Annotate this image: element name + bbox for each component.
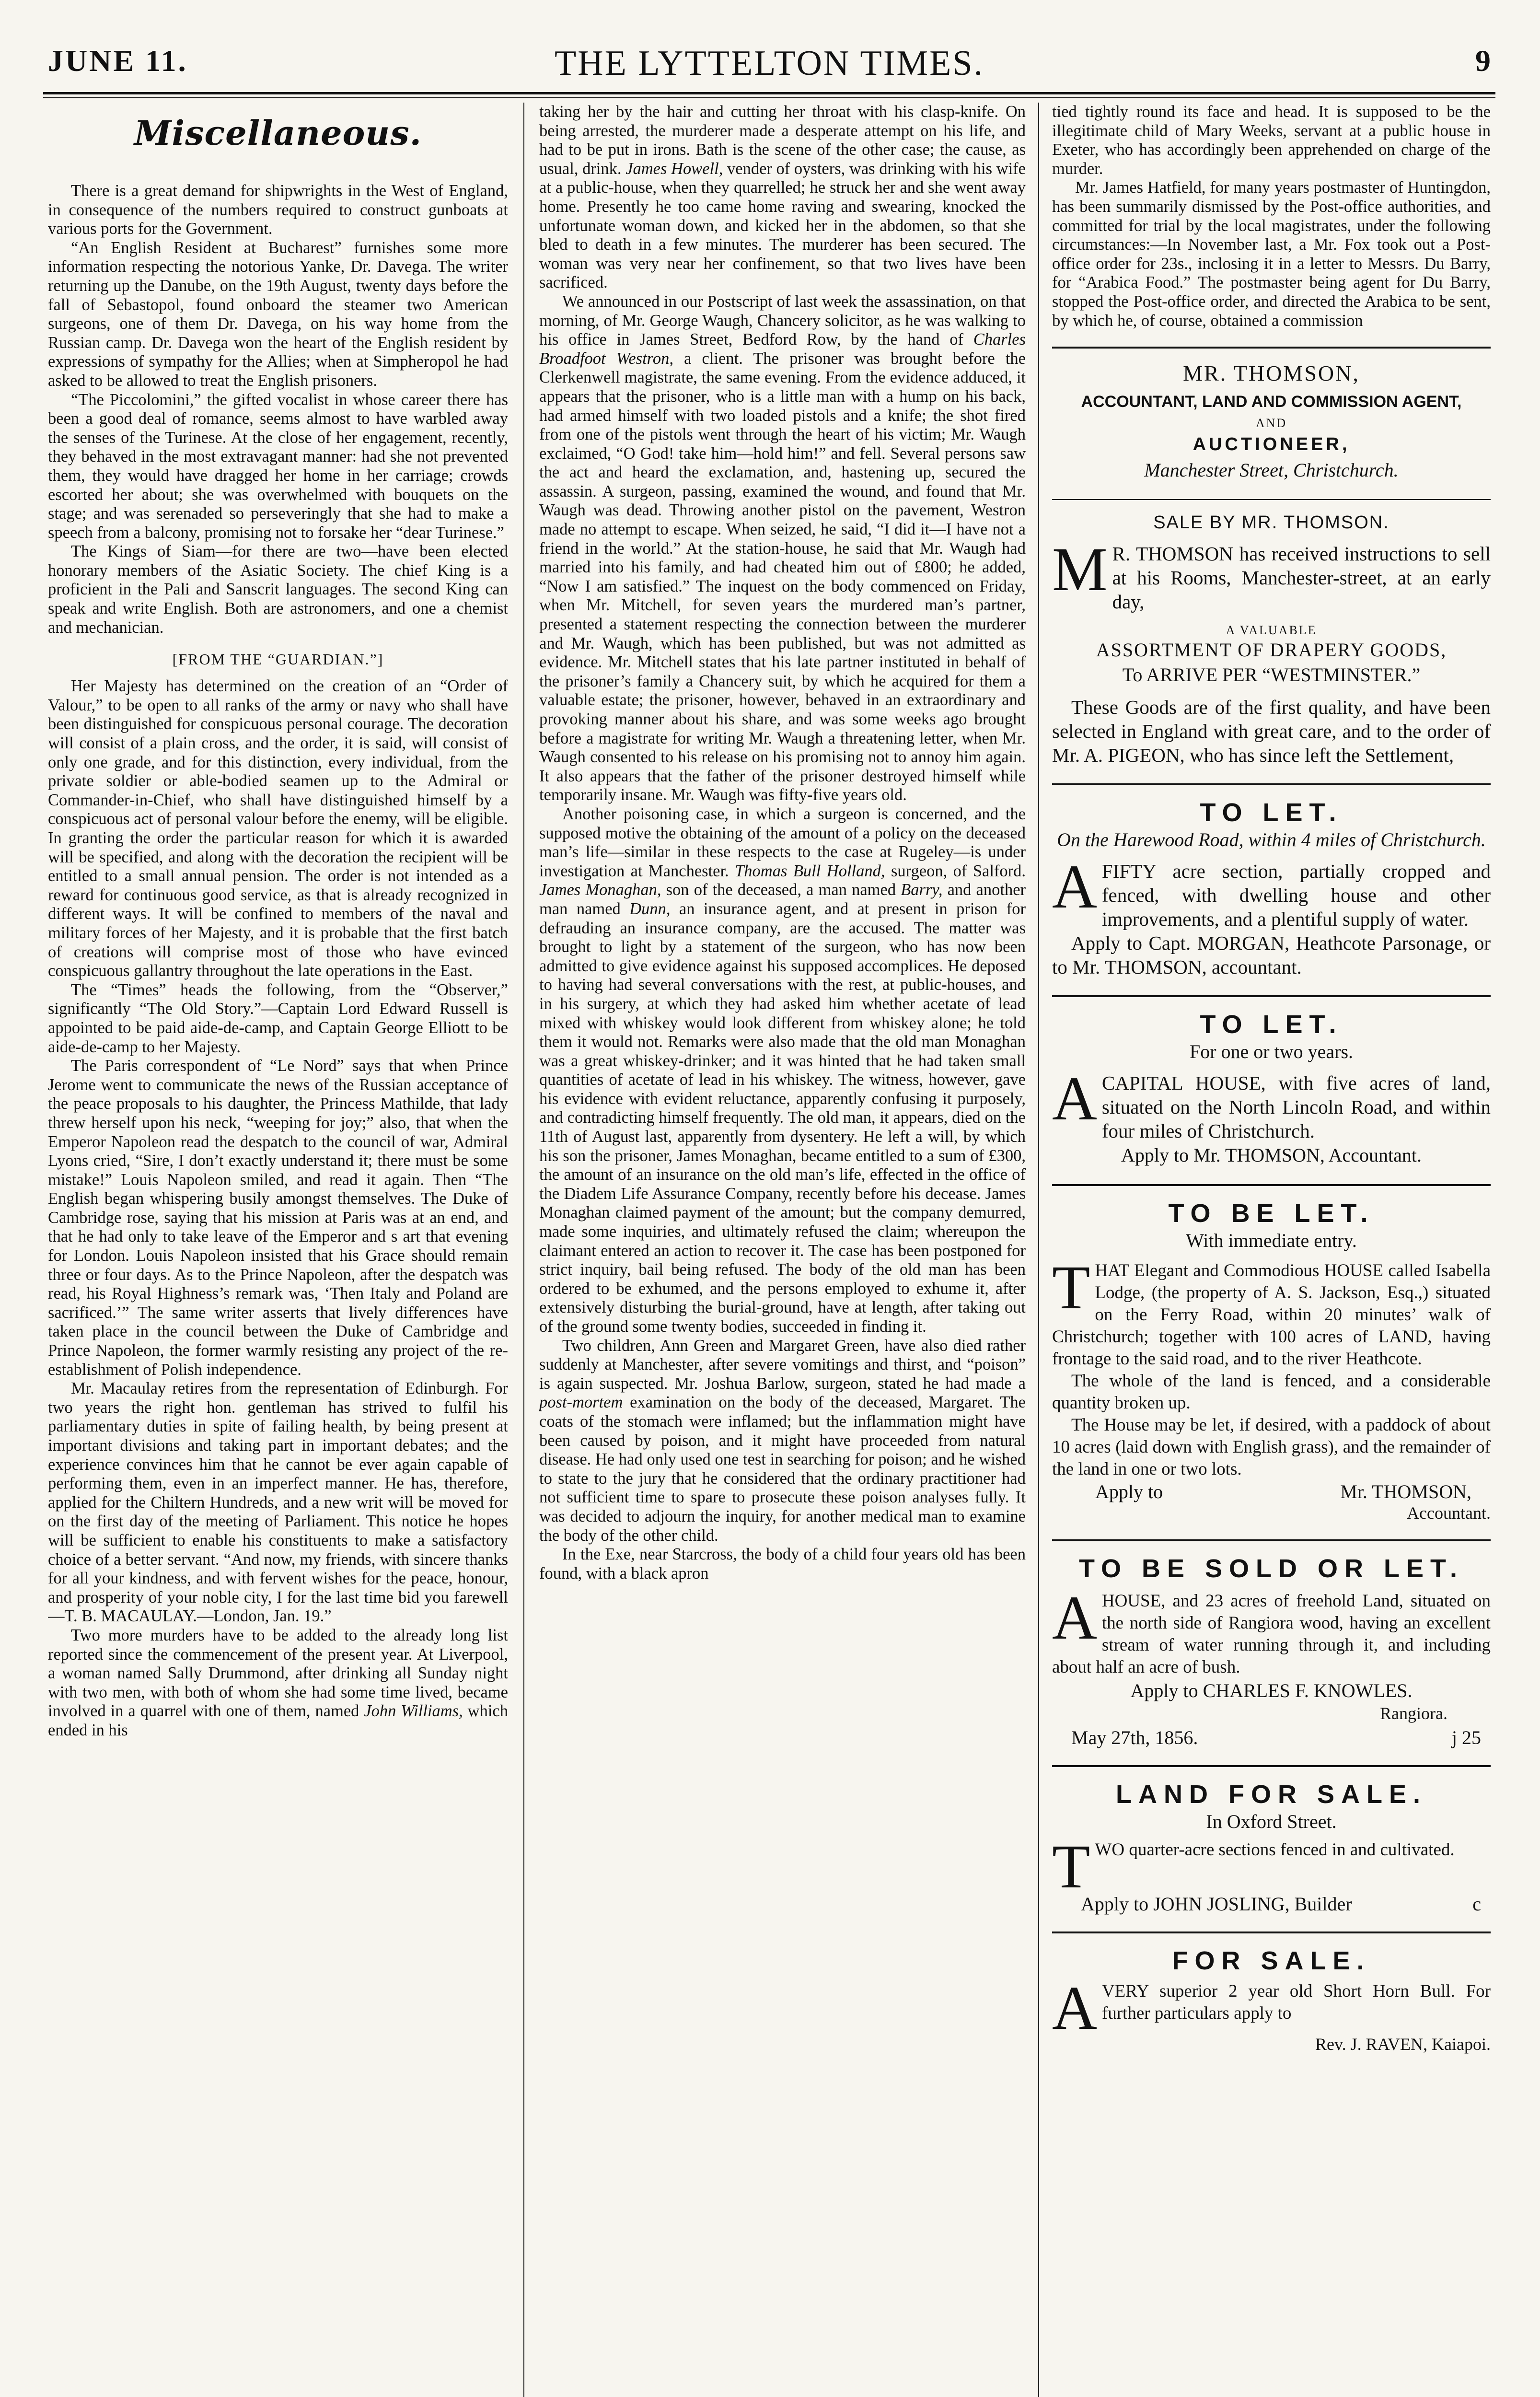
- advertisement-land-for-sale: [1052, 1780, 1491, 1915]
- article-paragraph: Her Majesty has determined on the creation of an “Order of Valour,” to be open to all ranks of the army or navy who shall have been distinguished for conspicuous personal courage. The decoration will consist of a plain cross, and the order, it is said, will consist of only one grade, and for this distinction, every individual, from the private soldier or able-bodied seamen up to the Admiral or Commander-in-Chief, who shall have distinguished himself by a conspicuous act of personal valour before the enemy, will be eligible. In granting the order the particular reason for which it is awarded will be specified, and along with the decoration the recipient will be entitled to a small annual pension. The order is not intended as a reward for continuous good service, as that is already recognized in different ways. It will be confined to members of the naval and military forces of her Majesty, and it is probable that the first batch of creations will comprise most of those who have evinced conspicuous gallantry throughout the late operations in the East.: [48, 677, 508, 980]
- ad-body: A CAPITAL HOUSE, with five acres of land, situated on the North Lincoln Road, and within four miles of Christchurch.: [1052, 1064, 1491, 1142]
- ad-title: LAND FOR SALE.: [1116, 1780, 1427, 1809]
- ad-apply: Apply to Mr. THOMSON, Accountant.: [1121, 1144, 1422, 1166]
- ad-subtitle: For one or two years.: [1189, 1041, 1354, 1063]
- advertisement-to-let-1: [1052, 798, 1491, 979]
- article-paragraph: There is a great demand for shipwrights in the West of England, in consequence of the numbers required to construct gunboats at various ports for the Government.: [48, 182, 508, 238]
- ad-signature: Accountant.: [1407, 1503, 1491, 1523]
- ad-subtitle: In Oxford Street.: [1206, 1811, 1337, 1833]
- ad-body: A VERY superior 2 year old Short Horn Bull. For further particulars apply to: [1052, 1974, 1491, 2043]
- column-1: [48, 103, 508, 2397]
- article-paragraph: The “Times” heads the following, from the “Observer,” significantly “The Old Story.”—Captain Lord Edward Russell is appointed to be paid aide-de-camp, and Captain George Elliott to be aide-de-camp to her Majesty.: [48, 980, 508, 1056]
- ad-address: Manchester Street, Christchurch.: [1144, 459, 1399, 481]
- header-rule-thin: [43, 97, 1495, 98]
- article-paragraph: Mr. James Hatfield, for many years postmaster of Huntingdon, has been summarily dismissed by the Post-office authorities, and committed for trial by the local magistrates, under the following circumstances:—In November last, a Mr. Fox took out a Post-office order for 23s., inclosing it in a letter to Messrs. Du Barry, for “Arabica Food.” The postmaster being agent for Du Barry, stopped the Post-office order, and directed the Arabica to be sent, by which he, of course, obtained a commission: [1052, 178, 1491, 330]
- article-paragraph: Two more murders have to be added to the already long list reported since the commencement of the present year. At Liverpool, a woman named Sally Drummond, after drinking all Sunday night with two men, with both of whom she had some time lived, became involved in a quarrel with one of them, named John Williams, which ended in his: [48, 1626, 508, 1739]
- article-paragraph: tied tightly round its face and head. It is supposed to be the illegitimate child of Mary Weeks, servant at a public house in Exeter, who has accordingly been apprehended on charge of the murder.: [1052, 103, 1491, 178]
- ad-body: TWO quarter-acre sections fenced in and cultivated.: [1052, 1832, 1455, 1902]
- ad-divider: [1052, 1184, 1491, 1186]
- ad-subtitle: With immediate entry.: [1186, 1230, 1357, 1252]
- advertisement-for-sale: [1052, 1946, 1491, 2054]
- issue-date: JUNE 11.: [48, 44, 188, 78]
- ad-divider: [1052, 783, 1491, 785]
- ad-apply: Apply to CHARLES F. KNOWLES.: [1130, 1680, 1413, 1702]
- ad-subtitle: On the Harewood Road, within 4 miles of Christchurch.: [1057, 829, 1486, 851]
- ad-title: TO LET.: [1200, 798, 1343, 827]
- ad-body: The House may be let, if desired, with a paddock of about 10 acres (laid down with English grass), and the remainder of the land in one or two lots.: [1052, 1415, 1491, 1479]
- ad-line: A VALUABLE: [1226, 623, 1317, 638]
- ad-signature: Rev. J. RAVEN, Kaiapoi.: [1315, 2035, 1491, 2054]
- ad-apply: Apply to Mr. THOMSON,: [1095, 1481, 1471, 1503]
- page-header: [48, 43, 1491, 86]
- advertisement-sold-or-let: [1052, 1554, 1491, 1749]
- article-paragraph: The Kings of Siam—for there are two—have been elected honorary members of the Asiatic Society. The chief King is a proficient in the Pali and Sanscrit languages. The second King can speak and write English. Both are astronomers, and one a chemist and mechanician.: [48, 542, 508, 637]
- advertisement-to-be-let: [1052, 1198, 1491, 1523]
- ad-role: ACCOUNTANT, LAND AND COMMISSION AGENT,: [1081, 393, 1462, 411]
- column-divider: [523, 103, 524, 2397]
- ad-heading: SALE BY MR. THOMSON.: [1153, 512, 1389, 533]
- article-paragraph: Two children, Ann Green and Margaret Green, have also died rather suddenly at Manchester, after severe vomitings and thirst, and “poison” is again suspected. Mr. Joshua Barlow, surgeon, stated he had made a post-mortem examination on the body of the deceased, Margaret. The coats of the stomach were inflamed; but the inflammation might have been caused by poison, and it might have proceeded from natural disease. He had only used one test in searching for poison; and he wished to state to the jury that he considered that the ordinary practitioner had not sufficient time to spare to prosecute these poison analyses fully. It was decided to adjourn the inquiry, for another medical man to examine the body of the other child.: [539, 1336, 1026, 1545]
- ad-line: To ARRIVE PER “WESTMINSTER.”: [1122, 664, 1421, 686]
- ad-divider: [1052, 1932, 1491, 1933]
- ad-body: M R. THOMSON has received instructions to sell at his Rooms, Manchester-street, at an early day,: [1052, 535, 1491, 613]
- ad-divider: [1052, 499, 1491, 500]
- ad-apply: Apply to JOHN JOSLING, Builder c: [1081, 1893, 1481, 1915]
- ad-name: MR. THOMSON,: [1183, 361, 1360, 386]
- article-paragraph: “An English Resident at Bucharest” furnishes some more information respecting the notorious Yanke, Dr. Davega. The writer returning up the Danube, on the 19th August, twenty days before the fall of Sebastopol, found onboard the steamer two American surgeons, one of them Dr. Davega, on his way home from the Russian camp. Dr. Davega won the heart of the English resident by expressions of sympathy for the Allies; when at Simpheropol he had asked to be allowed to treat the English prisoners.: [48, 238, 508, 390]
- article-paragraph: “The Piccolomini,” the gifted vocalist in whose career there has been a good deal of romance, seems almost to have warbled away the senses of the Turinese. At the close of her engagement, recently, they behaved in the most extravagant manner: had she not prevented them, they would have dragged her home in her carriage; crowds escorted her about; she was overwhelmed with bouquets on the stage; and was serenaded so perseveringly that she had to make a speech from a balcony, promising not to forsake her “dear Turinese.”: [48, 390, 508, 542]
- ad-divider: [1052, 1765, 1491, 1767]
- ad-dateline: May 27th, 1856. j 25: [1071, 1727, 1481, 1749]
- ad-title: TO BE LET.: [1168, 1199, 1375, 1228]
- article-paragraph: taking her by the hair and cutting her throat with his clasp-knife. On being arrested, the murderer made a desperate attempt on his life, and had to be put in irons. Bath is the scene of the other case; the cause, as usual, drink. James Howell, vender of oysters, was drinking with his wife at a public-house, when they quarrelled; he struck her and she went away home. Presently he too came home raving and swearing, knocked the unfortunate woman down, and kicked her in the abdomen, so that she bled to death in a few minutes. The murderer has been secured. The woman was very near her confinement, so that two lives have been sacrificed.: [539, 103, 1026, 292]
- ad-body: These Goods are of the first quality, and have been selected in England with great care, and to the order of Mr. A. PIGEON, who has since left the Settlement,: [1052, 696, 1491, 767]
- column-2: [539, 103, 1026, 2397]
- ad-line: ASSORTMENT OF DRAPERY GOODS,: [1096, 639, 1447, 661]
- ad-body: A FIFTY acre section, partially cropped and fenced, with dwelling house and other improvements, and a plentiful supply of water.: [1052, 852, 1491, 931]
- ad-divider: [1052, 347, 1491, 349]
- ad-apply: Apply to Capt. MORGAN, Heathcote Parsonage, or to Mr. THOMSON, accountant.: [1052, 932, 1491, 978]
- ad-place: Rangiora.: [1380, 1704, 1447, 1723]
- ad-title: FOR SALE.: [1172, 1946, 1371, 1976]
- advertisement-to-let-2: [1052, 1010, 1491, 1168]
- advertisement-sale: [1052, 512, 1491, 767]
- ad-divider: [1052, 995, 1491, 997]
- article-paragraph: In the Exe, near Starcross, the body of a child four years old has been found, with a black apron: [539, 1545, 1026, 1582]
- article-paragraph: Mr. Macaulay retires from the representation of Edinburgh. For two years the right hon. gentleman has strived to fulfil his parliamentary duties in spite of failing health, by being present at important divisions and taking part in important debates; and the experience convinces him that he cannot be ever again capable of performing them, even in an imperfect manner. He has, therefore, applied for the Chiltern Hundreds, and a new writ will be moved for on the first day of the meeting of Parliament. This notice he hopes will be sufficient to enable his constituents to make a satisfactory choice of a better servant. “And now, my friends, with sincere thanks for all your kindness, and with fervent wishes for the peace, honour, and prosperity of your noble city, I for the last time bid you farewell—T. B. MACAULAY.—London, Jan. 19.”: [48, 1379, 508, 1626]
- ad-divider: [1052, 1539, 1491, 1541]
- ad-body: THAT Elegant and Commodious HOUSE called Isabella Lodge, (the property of A. S. Jackson, Esq.,) situated on the Ferry Road, within 20 minutes’ walk of Christchurch; together with 100 acres of LAND, having frontage to the said road, and to the river Heathcote.: [1052, 1253, 1491, 1369]
- article-paragraph: Another poisoning case, in which a surgeon is concerned, and the supposed motive the obtaining of the amount of a policy on the deceased man’s life—similar in these respects to the case at Rugeley—is under investigation at Manchester. Thomas Bull Holland, surgeon, of Salford. James Monaghan, son of the deceased, a man named Barry, and another man named Dunn, an insurance agent, and at present in prison for defrauding an insurance company, are the accused. The matter was brought to light by a statement of the surgeon, who has now been admitted to give evidence against his supposed accomplices. He deposed to having had several conversations with the rest, at public-houses, and in his surgery, at which they had asked him whether acetate of lead mixed with whiskey would look different from whiskey alone; he told them it would not. Remarks were also made that the old man Monaghan was a great whiskey-drinker; and it was hinted that he had taken small quantities of acetate of lead in his whiskey. The witness, however, gave his evidence with evident reluctance, apparently confusing it purposely, and contradicting himself frequently. The old man, it appears, died on the 11th of August last, apparently from dysentery. He left a will, by which his son the prisoner, James Monaghan, became entitled to a sum of £300, the amount of an insurance on the old man’s life, effected in the office of the Diadem Life Assurance Company, recently before his decease. James Monaghan claimed payment of the amount; but the company demurred, made some inquiries, and ultimately refused the claim; whereupon the claimant entered an action to recover it. The case has been postponed for strict inquiry, bail being refused. The body of the old man has been ordered to be exhumed, and the persons employed to exhume it, after extensively disturbing the burial-ground, have at length, after taking out of the ground some twenty bodies, succeeded in finding it.: [539, 804, 1026, 1336]
- article-paragraph: The Paris correspondent of “Le Nord” says that when Prince Jerome went to communicate the news of the Russian acceptance of the peace proposals to his daughter, the Princess Mathilde, that lady threw herself upon his neck, “weeping for joy;” also, that when the Emperor Napoleon read the despatch to the council of war, Admiral Lyons cried, “Sire, I don’t exactly understand it; there must be some mistake!” Louis Napoleon smiled, and read it again. Then “The English began whispering busily amongst themselves. The Duke of Cambridge rose, saying that his mission at Paris was at an end, and that he had only to take leave of the Emperor and s art that evening for London. Louis Napoleon insisted that his Grace should remain three or four days. As to the Prince Napoleon, after the despatch was read, his Royal Highness’s remark was, ‘Then Italy and Poland are sacrificed.’” The same writer asserts that lively differences have taken place in the council between the Duke of Cambridge and Prince Napoleon, the former warmly resisting any project of the re-establishment of Polish independence.: [48, 1057, 508, 1379]
- column-3: [1052, 103, 1491, 2397]
- section-heading: Miscellaneous.: [134, 113, 422, 153]
- page-number: 9: [1475, 44, 1491, 78]
- newspaper-title: THE LYTTELTON TIMES.: [554, 44, 984, 83]
- column-divider: [1038, 103, 1039, 2397]
- ad-title: TO BE SOLD OR LET.: [1078, 1554, 1464, 1583]
- ad-title: TO LET.: [1200, 1010, 1343, 1039]
- ad-and: AND: [1255, 416, 1287, 431]
- ad-role: AUCTIONEER,: [1193, 434, 1350, 455]
- source-subheading: [FROM THE “GUARDIAN.”]: [172, 651, 384, 668]
- header-rule: [43, 92, 1495, 94]
- ad-body: A HOUSE, and 23 acres of freehold Land, situated on the north side of Rangiora wood, having an excellent stream of water running through it, and including about half an acre of bush.: [1052, 1583, 1491, 1677]
- ad-body: The whole of the land is fenced, and a considerable quantity broken up.: [1052, 1371, 1491, 1413]
- advertisement-thomson: [1052, 361, 1491, 483]
- article-paragraph: We announced in our Postscript of last week the assassination, on that morning, of Mr. George Waugh, Chancery solicitor, as he was walking to his office in James Street, Bedford Row, by the hand of Charles Broadfoot Westron, a client. The prisoner was brought before the Clerkenwell magistrate, the same evening. From the evidence adduced, it appears that the prisoner, who is a little man with a hump on his back, had armed himself with two loaded pistols and a knife; the shot fired from one of the pistols went through the heart of his victim; Mr. Waugh exclaimed, “O God! take him—hold him!” and fell. Several persons saw the act and heard the exclamation, and, hastening up, secured the assassin. A surgeon, passing, examined the wound, and found that Mr. Waugh was dead. Throwing another pistol on the pavement, Westron made no attempt to escape. When seized, he said, “I did it—I have not a friend in the world.” At the station-house, he said that Mr. Waugh had married into his family, and had cheated him out of £800; he added, “Now I am satisfied.” The inquest on the body commenced on Friday, when Mr. Mitchell, for seven years the murdered man’s partner, presented a statement respecting the connection between the murderer and Mr. Waugh, which has been published, but was not admitted as evidence. Mr. Mitchell states that his late partner instituted in behalf of the prisoner’s family a Chancery suit, by which he acquired for them a valuable estate; the prisoner, however, behaved in an extraordinary and provoking manner about his share, and was some weeks ago brought before a magistrate for writing Mr. Waugh a threatening letter, when Mr. Waugh consented to his release on his promising not to annoy him again. It also appears that the father of the prisoner destroyed himself while temporarily insane. Mr. Waugh was fifty-five years old.: [539, 292, 1026, 804]
